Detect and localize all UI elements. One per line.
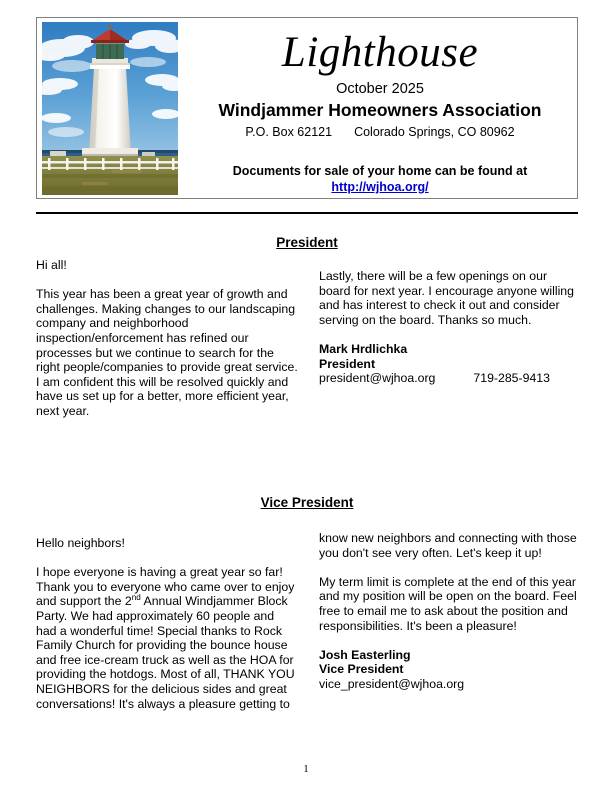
president-paragraph-2: Lastly, there will be a few openings on our board for next year. I encourage anyone willing and has interest to check it out and consider serving on the board. Thanks so much. bbox=[319, 269, 574, 327]
vice-president-paragraph-2: know new neighbors and connecting with those you don't see very often. Let's keep it up! bbox=[319, 531, 577, 560]
vice-president-paragraph-1 bbox=[36, 565, 298, 711]
president-contact-row bbox=[319, 371, 578, 386]
president-right-column bbox=[319, 269, 578, 386]
president-name: Mark Hrdlichka bbox=[319, 341, 408, 356]
vice-president-name: Josh Easterling bbox=[319, 647, 411, 662]
president-signature-block bbox=[319, 342, 578, 386]
president-phone: 719-285-9413 bbox=[473, 371, 550, 386]
president-email: president@wjhoa.org bbox=[319, 371, 436, 386]
vice-president-right-column bbox=[319, 531, 578, 692]
section-heading-vice-president: Vice President bbox=[260, 495, 354, 510]
page-number: 1 bbox=[303, 763, 309, 775]
vp-ordinal-suffix: nd bbox=[131, 593, 141, 603]
vp-paragraph-part-2: Annual Windjammer Block Party. We had approximately 60 people and had a wonderful time! Special thanks to Rock Family Church for providing the bounce house and free ice-cream truck as well as the HOA for providing the hotdogs. Most of all, THANK YOU NEIGHBORS for the delicious sides and great conversations! It's always a pleasure getting to bbox=[36, 594, 295, 711]
organization-name: Windjammer Homeowners Association bbox=[218, 100, 542, 120]
president-paragraph-1: This year has been a great year of growth and challenges. Making changes to our landscaping company and neighborhood inspection/enforcement has refined our processes but we continue to search for the right people/companies to provide great service. I am confident this will be resolved quickly and have us set up for a better, more efficient year, next year. bbox=[36, 287, 298, 418]
vice-president-email: vice_president@wjhoa.org bbox=[319, 676, 465, 691]
masthead-text-block bbox=[182, 18, 578, 198]
president-greeting: Hi all! bbox=[36, 258, 67, 272]
masthead-box bbox=[36, 17, 578, 199]
vice-president-signature-block bbox=[319, 648, 578, 692]
president-left-column bbox=[36, 258, 298, 419]
vice-president-title: Vice President bbox=[319, 662, 404, 677]
lighthouse-photo bbox=[42, 22, 178, 195]
issue-date: October 2025 bbox=[336, 81, 424, 97]
city-state-zip: Colorado Springs, CO 80962 bbox=[354, 125, 515, 139]
documents-notice: Documents for sale of your home can be found at bbox=[232, 164, 528, 178]
president-title: President bbox=[319, 356, 376, 371]
vice-president-greeting: Hello neighbors! bbox=[36, 536, 125, 550]
section-heading-president: President bbox=[276, 235, 338, 250]
vice-president-paragraph-3: My term limit is complete at the end of this year and my position will be open on the board. Feel free to email me to ask about the position and responsibilities. It's been a pleasure! bbox=[319, 574, 577, 633]
organization-address bbox=[182, 124, 578, 140]
vice-president-left-column bbox=[36, 536, 298, 711]
header-divider-rule bbox=[36, 212, 578, 214]
website-link[interactable]: http://wjhoa.org/ bbox=[331, 180, 429, 194]
publication-title: Lighthouse bbox=[281, 29, 479, 76]
vp-paragraph-part-1: I hope everyone is having a great year so far! Thank you to everyone who came over to enjoy and support the 2 bbox=[36, 565, 295, 609]
po-box: P.O. Box 62121 bbox=[245, 125, 333, 139]
